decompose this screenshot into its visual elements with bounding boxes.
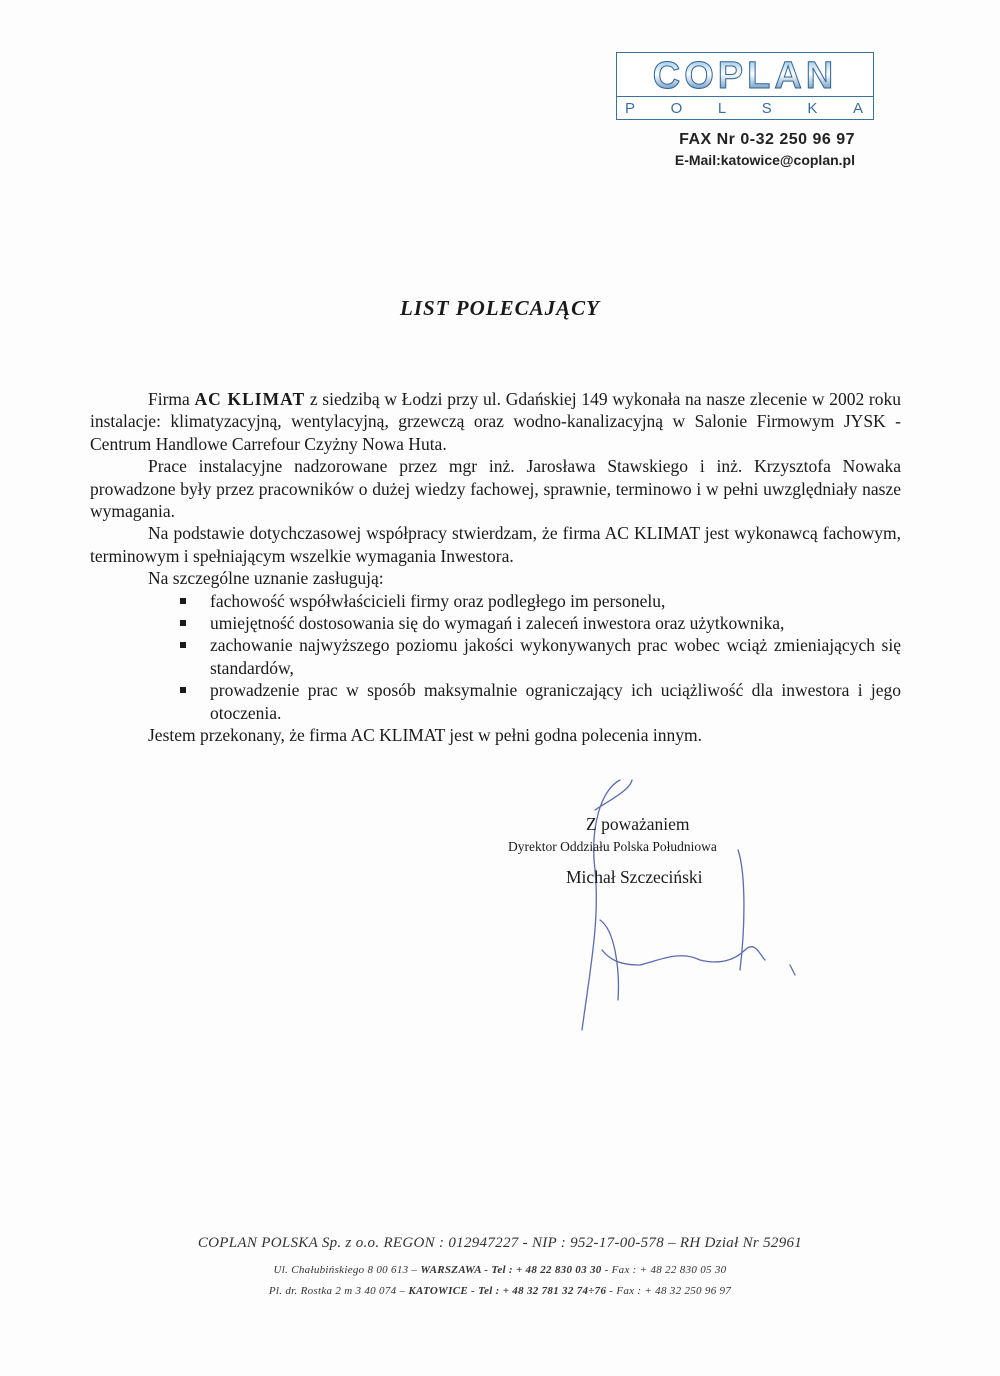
logo-letter: S xyxy=(761,99,772,117)
list-item: prowadzenie prac w sposób maksymalnie ograniczający ich uciążliwość dla inwestora i jego otoczenia. xyxy=(90,679,901,724)
footer-tel-label: - Tel : xyxy=(481,1264,516,1276)
footer-address: Ul. Chałubińskiego 8 00 613 – xyxy=(273,1264,421,1276)
footer-tel: + 48 22 830 03 30 xyxy=(515,1264,602,1276)
logo-letter: O xyxy=(670,99,683,117)
footer-company-line: COPLAN POLSKA Sp. z o.o. REGON : 012947227 - NIP : 952-17-00-578 – RH Dział Nr 52961 xyxy=(197,1235,803,1251)
paragraph-1 xyxy=(90,388,901,455)
footer-tel: + 48 32 781 32 74÷76 xyxy=(502,1285,607,1297)
logo-wordmark-graphic xyxy=(625,57,865,93)
letter-body xyxy=(90,388,901,747)
logo-letter: P xyxy=(625,99,636,117)
paragraph-2: Prace instalacyjne nadzorowane przez mgr inż. Jarosława Stawskiego i inż. Krzysztofa Nowaka prowadzone były przez pracowników o dużej wiedzy fachowej, sprawnie, terminowo i w pełni uwzględniały nasze wymagania. xyxy=(90,456,901,522)
logo-letter: A xyxy=(852,99,863,117)
footer-fax: - Fax : + 48 22 830 05 30 xyxy=(601,1264,727,1276)
list-item: umiejętność dostosowania się do wymagań i zaleceń inwestora oraz użytkownika, xyxy=(90,612,901,634)
fax-number: FAX Nr 0-32 250 96 97 xyxy=(679,131,855,148)
signer-position: Dyrektor Oddziału Polska Południowa xyxy=(508,839,717,854)
list-item: fachowość współwłaścicieli firmy oraz podległego im personelu, xyxy=(90,590,901,612)
footer-katowice-line xyxy=(0,1285,1000,1297)
logo-subtitle xyxy=(617,97,873,119)
logo-letter: L xyxy=(717,99,727,117)
paragraph-1-rest: z siedzibą w Łodzi przy ul. Gdańskiej 149 wykonała na nasze zlecenie w 2002 roku instalacje: klimatyzacyjną, wentylacyjną, grzewczą oraz wodno-kanalizacyjną w Salonie Firmowym JYSK - Centrum Handlowe Carrefour Czyżny Nowa Huta. xyxy=(90,389,901,454)
footer-address: Pl. dr. Rostka 2 m 3 40 074 – xyxy=(268,1285,409,1297)
logo-wordmark xyxy=(617,53,873,97)
logo-letter: K xyxy=(807,99,818,117)
letter-title: LIST POLECAJĄCY xyxy=(400,296,600,320)
paragraph-1-prefix: Firma xyxy=(148,389,195,409)
list-item: zachowanie najwyższego poziomu jakości wykonywanych prac wobec wciąż zmieniających się standardów, xyxy=(90,634,901,679)
footer-warsaw-line xyxy=(0,1264,1000,1276)
email-address: E-Mail:katowice@coplan.pl xyxy=(674,152,855,168)
signer-name: Michał Szczeciński xyxy=(566,867,703,887)
logo-text: COPLAN xyxy=(652,56,838,93)
signoff-block xyxy=(508,814,808,888)
footer-city: WARSZAWA xyxy=(420,1264,482,1276)
footer-city: KATOWICE xyxy=(408,1285,468,1297)
firm-name: AC KLIMAT xyxy=(194,389,306,409)
paragraph-3: Na podstawie dotychczasowej współpracy stwierdzam, że firma AC KLIMAT jest wykonawcą fachowym, terminowym i spełniającym wszelkie wymagania Inwestora. xyxy=(90,523,901,566)
footer-fax: - Fax : + 48 32 250 96 97 xyxy=(606,1285,732,1297)
paragraph-4: Na szczególne uznanie zasługują: xyxy=(148,568,384,589)
closing-paragraph: Jestem przekonany, że firma AC KLIMAT jest w pełni godna polecenia innym. xyxy=(148,725,703,746)
footer-tel-label: - Tel : xyxy=(468,1285,503,1297)
merits-list xyxy=(90,590,901,724)
greeting: Z poważaniem xyxy=(586,814,690,834)
company-logo xyxy=(616,52,874,120)
